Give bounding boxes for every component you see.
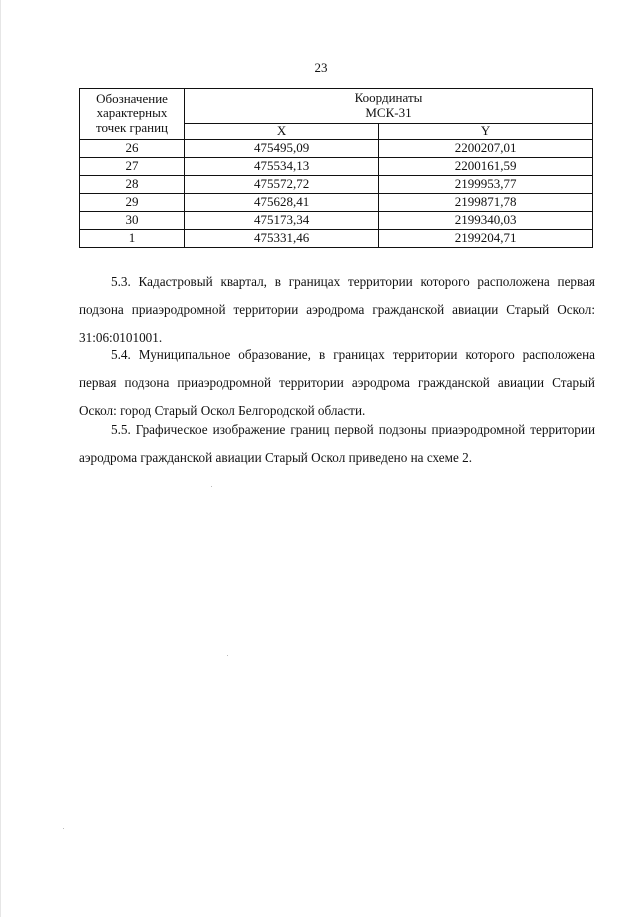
scan-speck — [63, 828, 64, 829]
paragraph-graphic-scheme: 5.5. Графическое изображение границ первой подзоны приаэродромной территории аэродрома гражданской авиации Старый Оскол приведено на схеме 2. — [79, 422, 595, 465]
scan-speck — [227, 655, 228, 656]
table-row — [80, 229, 593, 247]
x-coordinate: 475628,41 — [185, 193, 379, 211]
point-number: 29 — [80, 193, 185, 211]
point-number: 28 — [80, 175, 185, 193]
x-coordinate: 475331,46 — [185, 229, 379, 247]
x-coordinate: 475572,72 — [185, 175, 379, 193]
y-coordinate: 2200207,01 — [379, 139, 593, 157]
paragraph-cadastral-quarter: 5.3. Кадастровый квартал, в границах территории которого расположена первая подзона приаэродромной территории аэродрома гражданской авиации Старый Оскол: 31:06:0101001. — [79, 274, 595, 345]
coordinates-table — [79, 88, 593, 248]
y-coordinate: 2199340,03 — [379, 211, 593, 229]
point-number: 1 — [80, 229, 185, 247]
y-column-header: Y — [379, 123, 593, 139]
scan-speck — [211, 486, 212, 487]
table-row — [80, 193, 593, 211]
page-number: 23 — [314, 60, 328, 75]
point-number: 26 — [80, 139, 185, 157]
coordinates-title: Координаты — [354, 90, 423, 105]
coordinates-group-header — [185, 89, 593, 124]
y-coordinate: 2200161,59 — [379, 157, 593, 175]
x-coordinate: 475173,34 — [185, 211, 379, 229]
coordinate-system-title: МСК-31 — [365, 104, 412, 120]
x-coordinate: 475534,13 — [185, 157, 379, 175]
table-row — [80, 139, 593, 157]
y-coordinate: 2199871,78 — [379, 193, 593, 211]
x-column-header: X — [185, 123, 379, 139]
table-row — [80, 211, 593, 229]
paragraph-municipality: 5.4. Муниципальное образование, в границах территории которого расположена первая подзона приаэродромной территории аэродрома гражданской авиации Старый Оскол: город Старый Оскол Белгородской области. — [79, 347, 595, 418]
y-coordinate: 2199204,71 — [379, 229, 593, 247]
table-row — [80, 157, 593, 175]
x-coordinate: 475495,09 — [185, 139, 379, 157]
point-number: 30 — [80, 211, 185, 229]
y-coordinate: 2199953,77 — [379, 175, 593, 193]
point-number: 27 — [80, 157, 185, 175]
table-row — [80, 175, 593, 193]
point-label-header: Обозначение характерных точек границ — [80, 89, 185, 140]
